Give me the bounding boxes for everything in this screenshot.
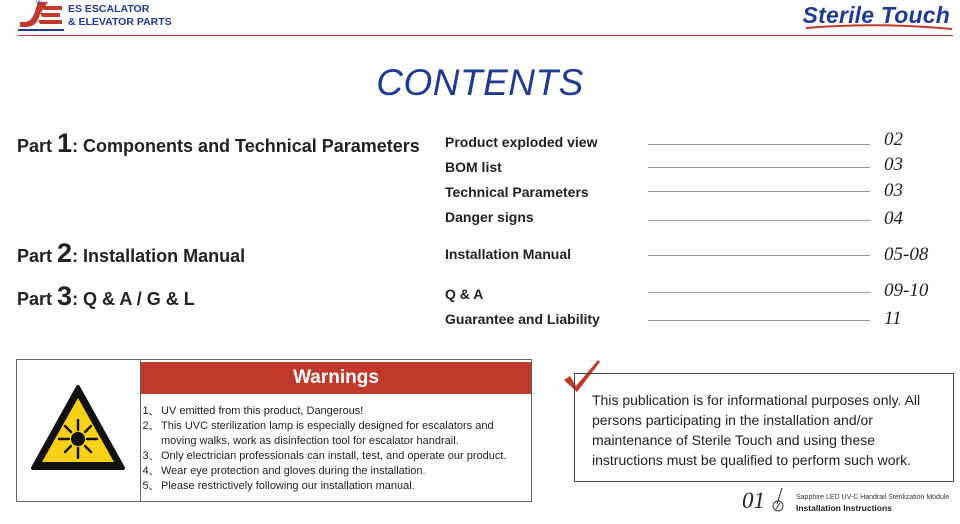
part-2-heading <box>17 238 245 269</box>
toc-item-label[interactable]: BOM list <box>445 159 502 175</box>
part-prefix: Part <box>17 246 58 266</box>
company-name-line2: & ELEVATOR PARTS <box>68 16 172 28</box>
toc-item-page: 03 <box>884 180 903 201</box>
footer-subtitle: Sapphire LED UV-C Handrail Sterilization Module <box>796 494 950 501</box>
warning-item-number: 5、 <box>142 480 160 492</box>
toc-item-page: 11 <box>884 308 902 329</box>
warnings-panel <box>16 359 532 502</box>
warning-item-text: UV emitted from this product, Dangerous! <box>161 405 364 417</box>
page-number: 01 <box>742 488 765 513</box>
warnings-list <box>141 404 521 494</box>
warning-item-text: Wear eye protection and gloves during the installation. <box>161 465 426 477</box>
toc-leader-line <box>648 220 870 221</box>
part-1-heading <box>17 128 420 159</box>
notice-panel <box>574 373 954 482</box>
toc-item-label[interactable]: Technical Parameters <box>445 184 589 200</box>
warning-item-number: 1、 <box>142 405 160 417</box>
part-prefix: Part <box>17 289 58 309</box>
toc-item-label[interactable]: Danger signs <box>445 209 534 225</box>
part-prefix: Part <box>17 136 58 156</box>
toc-item-label[interactable]: Q & A <box>445 286 484 302</box>
header-divider <box>18 35 953 36</box>
warning-icon-cell <box>17 360 141 501</box>
warning-item-number: 4、 <box>142 465 160 477</box>
toc-leader-line <box>648 167 870 168</box>
warning-item-text: Please restrictively following our installation manual. <box>161 480 415 492</box>
toc-item-label[interactable]: Installation Manual <box>445 246 572 262</box>
toc-leader-line <box>648 255 870 256</box>
part-title: : Components and Technical Parameters <box>72 136 420 156</box>
part-number: 3 <box>57 281 73 311</box>
company-name <box>68 3 172 29</box>
footer-doc-title: Installation Instructions <box>796 503 892 513</box>
warning-item-text: Only electrician professionals can install, test, and operate our product. <box>161 450 507 462</box>
toc-leader-line <box>648 144 870 145</box>
warning-item <box>141 479 521 494</box>
warning-item <box>141 449 521 464</box>
company-name-line1: ES ESCALATOR <box>68 3 150 15</box>
toc-item-page: 02 <box>884 129 903 150</box>
warning-item-number: 3、 <box>142 450 160 462</box>
warning-item-number: 2、 <box>142 420 160 432</box>
company-logo-mark <box>18 0 66 32</box>
part-3-heading <box>17 281 195 312</box>
toc-leader-line <box>648 292 870 293</box>
compass-icon <box>770 486 788 514</box>
part-title: : Q & A / G & L <box>72 289 195 309</box>
part-number: 1 <box>57 128 73 158</box>
page-title: CONTENTS <box>376 62 584 103</box>
toc-item-page: 03 <box>884 154 903 175</box>
toc-item-label[interactable]: Product exploded view <box>445 134 598 150</box>
notice-text: This publication is for informational purposes only. All persons participating in the installation and/or maintenance of Sterile Touch and using these instructions must be qualified to perform such work. <box>592 392 921 468</box>
toc-item-page: 04 <box>884 208 903 229</box>
warning-item <box>141 464 521 479</box>
uv-radiation-warning-icon <box>30 384 126 472</box>
part-number: 2 <box>57 238 73 268</box>
warnings-title: Warnings <box>141 362 531 394</box>
toc-leader-line <box>648 320 870 321</box>
part-title: : Installation Manual <box>72 246 246 266</box>
brand-name: Sterile Touch <box>802 2 950 28</box>
toc-item-page: 05-08 <box>884 244 929 265</box>
brand-swoosh-icon <box>804 24 954 32</box>
toc-leader-line <box>648 191 870 192</box>
toc-item-page: 09-10 <box>884 280 929 301</box>
toc-item-label[interactable]: Guarantee and Liability <box>445 311 600 327</box>
warning-item <box>141 419 521 449</box>
company-logo <box>18 0 218 32</box>
warning-item <box>141 404 521 419</box>
warning-item-text: This UVC sterilization lamp is especially designed for escalators and moving walks, work as disinfection tool for escalator handrail. <box>161 420 494 447</box>
registered-mark: ® <box>36 0 42 7</box>
